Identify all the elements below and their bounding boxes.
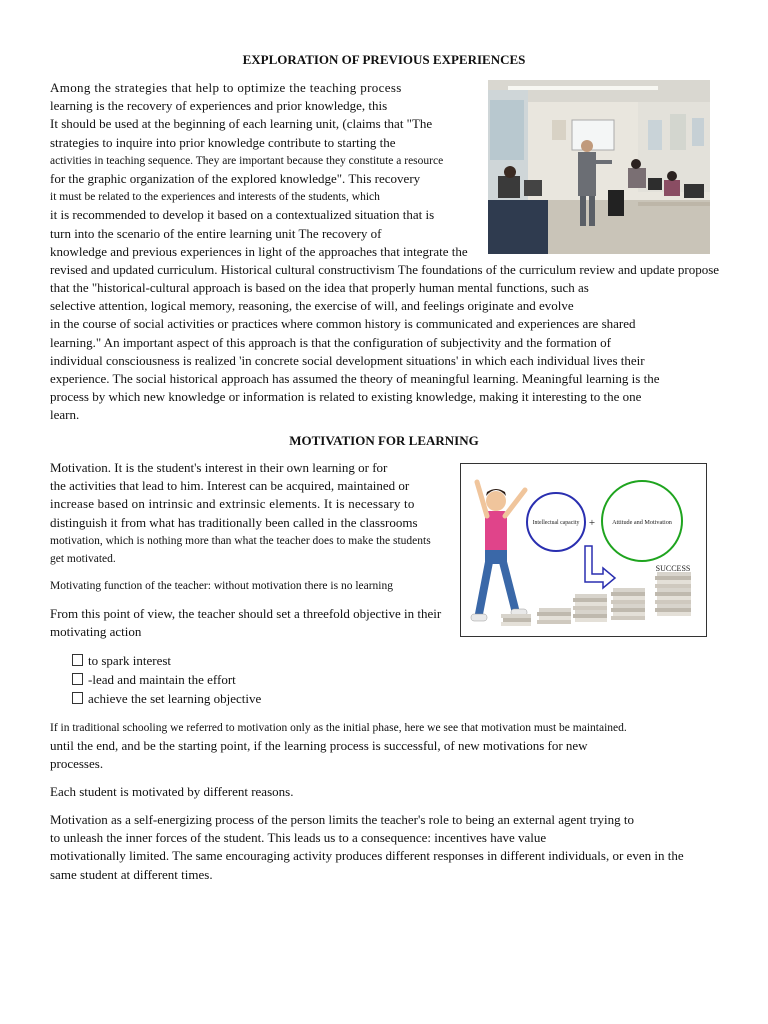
- attitude-motivation-label: Attitude and Motivation: [612, 519, 672, 526]
- checkbox-glyph-icon: [72, 673, 83, 685]
- text-line: individual consciousness is realized 'in concrete social development situations' in which each individual lives their: [50, 352, 645, 368]
- text-line: process by which new knowledge or information is related to existing knowledge, making it interesting to the one: [50, 389, 642, 405]
- text-line: processes.: [50, 756, 104, 772]
- text-line: Each student is motivated by different reasons.: [50, 784, 294, 799]
- text-line: learning." An important aspect of this approach is that the configuration of subjectivity and the formation of: [50, 334, 611, 350]
- list-item-label: to spark interest: [88, 653, 172, 668]
- section1-body: [50, 79, 730, 425]
- list-item: [72, 671, 752, 690]
- text-line: it is recommended to develop it based on a contextualized situation that is: [50, 207, 435, 223]
- text-line: selective attention, logical memory, reasoning, the exercise of will, and feelings originate and evolve: [50, 298, 574, 314]
- text-line: that the "historical-cultural approach is based on the idea that properly human mental functions, such as: [50, 280, 589, 296]
- text-line: activities in teaching sequence. They are important because they constitute a resource: [50, 154, 444, 167]
- section-heading-motivation: MOTIVATION FOR LEARNING: [289, 433, 479, 448]
- each-student-paragraph: [50, 783, 730, 801]
- checkbox-glyph-icon: [72, 654, 83, 666]
- text-line: experience. The social historical approach has assumed the theory of meaningful learning. Meaningful learning is the: [50, 371, 660, 386]
- objective-list: [72, 652, 752, 708]
- text-line: motivating action: [50, 624, 142, 640]
- text-line: motivationally limited. The same encouraging activity produces different responses in different individuals, or even in the: [50, 848, 684, 864]
- intellectual-capacity-label: Intellectual capacity: [532, 520, 580, 526]
- text-line: revised and updated curriculum. Historical cultural constructivism The foundations of the curriculum review and update propose: [50, 261, 720, 277]
- text-line: Among the strategies that help to optimize the teaching process: [50, 80, 402, 95]
- text-line: Motivating function of the teacher: without motivation there is no learning: [50, 580, 394, 592]
- text-line: get motivated.: [50, 552, 116, 565]
- text-line: From this point of view, the teacher should set a threefold objective in their: [50, 606, 442, 621]
- text-line: for the graphic organization of the explored knowledge". This recovery: [50, 170, 421, 186]
- text-line: turn into the scenario of the entire learning unit The recovery of: [50, 225, 382, 241]
- text-line: increase based on intrinsic and extrinsic elements. It is necessary to: [50, 496, 415, 512]
- traditional-paragraph: [50, 719, 730, 774]
- list-item: [72, 690, 752, 709]
- text-line: same student at different times.: [50, 866, 213, 882]
- checkbox-glyph-icon: [72, 692, 83, 704]
- text-line: until the end, and be the starting point, if the learning process is successful, of new motivations for new: [50, 738, 588, 754]
- text-line: Motivation. It is the student's interest in their own learning or for: [50, 460, 388, 475]
- plus-sign: +: [588, 517, 596, 529]
- objective-paragraph: [50, 605, 730, 641]
- list-item-label: achieve the set learning objective: [88, 690, 262, 706]
- text-line: distinguish it from what has traditionally been called in the classrooms: [50, 514, 418, 530]
- text-line: strategies to inquire into prior knowledge contribute to starting the: [50, 134, 396, 150]
- list-item-label: -lead and maintain the effort: [88, 671, 236, 687]
- text-line: It should be used at the beginning of each learning unit, (claims that "The: [50, 116, 433, 132]
- text-line: learning is the recovery of experiences and prior knowledge, this: [50, 98, 388, 114]
- text-line: motivation, which is nothing more than what the teacher does to make the students: [50, 534, 431, 547]
- motivation-paragraph: [50, 459, 730, 568]
- section-heading-previous-experiences: EXPLORATION OF PREVIOUS EXPERIENCES: [242, 52, 526, 67]
- final-paragraph: [50, 811, 730, 884]
- text-line: Motivation as a self-energizing process of the person limits the teacher's role to being an external agent trying to: [50, 812, 635, 827]
- text-line: the activities that lead to him. Interest can be acquired, maintained or: [50, 478, 410, 494]
- text-line: knowledge and previous experiences in light of the approaches that integrate the: [50, 243, 468, 259]
- text-line: it must be related to the experiences and interests of the students, which: [50, 191, 380, 204]
- text-line: in the course of social activities or practices where common history is communicated and experiences are shared: [50, 316, 636, 332]
- teacher-function-note: [50, 577, 730, 595]
- text-line: to unleash the inner forces of the student. This leads us to a consequence: incentives have value: [50, 830, 547, 846]
- text-line: learn.: [50, 407, 80, 423]
- success-label: SUCCESS: [655, 564, 691, 573]
- text-line: If in traditional schooling we referred to motivation only as the initial phase, here we see that motivation must be maintained.: [50, 722, 627, 734]
- list-item: [72, 652, 752, 671]
